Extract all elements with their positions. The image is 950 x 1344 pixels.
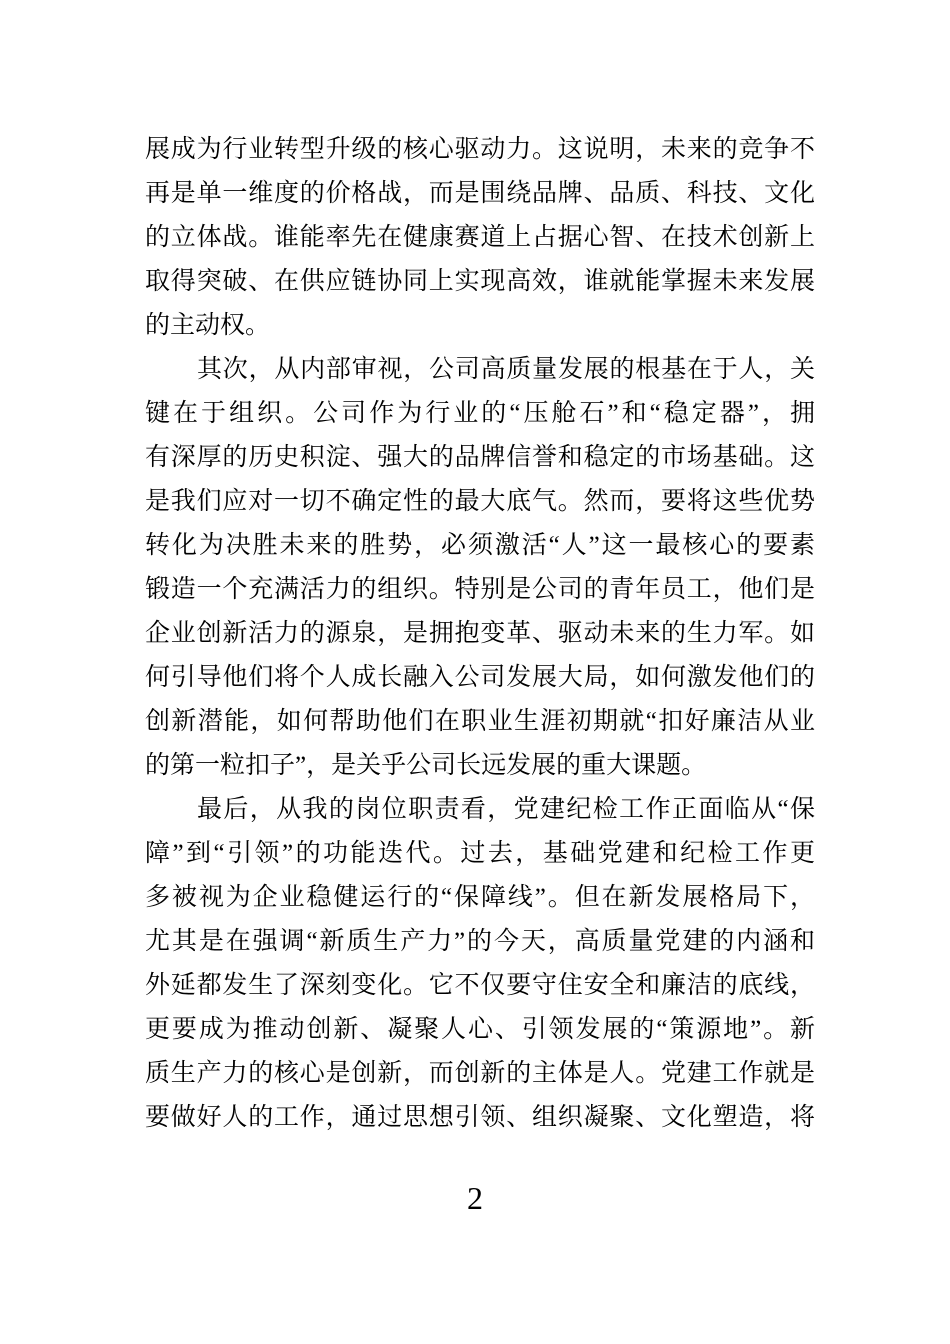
- text-line: 的第一粒扣子”，是关乎公司长远发展的重大课题。: [145, 752, 707, 779]
- text-line: 取得突破、在供应链协同上实现高效，谁就能掌握未来发展: [145, 268, 815, 295]
- text-line: 转化为决胜未来的胜势，必须激活“人”这一最核心的要素: [145, 532, 815, 559]
- page-number: 2: [467, 1180, 483, 1216]
- text-line: 尤其是在强调“新质生产力”的今天，高质量党建的内涵和: [145, 928, 815, 955]
- text-line: 展成为行业转型升级的核心驱动力。这说明，未来的竞争不: [145, 136, 815, 163]
- text-line: 锻造一个充满活力的组织。特别是公司的青年员工，他们是: [145, 576, 815, 603]
- text-line: 是我们应对一切不确定性的最大底气。然而，要将这些优势: [145, 488, 815, 515]
- text-line: 企业创新活力的源泉，是拥抱变革、驱动未来的生力军。如: [145, 620, 815, 647]
- text-line: 其次，从内部审视，公司高质量发展的根基在于人，关: [197, 356, 815, 383]
- text-line: 何引导他们将个人成长融入公司发展大局，如何激发他们的: [145, 664, 815, 691]
- text-line: 最后，从我的岗位职责看，党建纪检工作正面临从“保: [197, 796, 815, 823]
- text-line: 质生产力的核心是创新，而创新的主体是人。党建工作就是: [145, 1060, 815, 1087]
- paragraph: [145, 788, 815, 1140]
- text-line: 键在于组织。公司作为行业的“压舱石”和“稳定器”，拥: [145, 400, 815, 427]
- text-line: 要做好人的工作，通过思想引领、组织凝聚、文化塑造，将: [145, 1104, 815, 1131]
- document-body: [145, 128, 815, 1140]
- paragraph: [145, 128, 815, 348]
- text-line: 障”到“引领”的功能迭代。过去，基础党建和纪检工作更: [145, 840, 815, 867]
- text-line: 有深厚的历史积淀、强大的品牌信誉和稳定的市场基础。这: [145, 444, 815, 471]
- text-line: 的立体战。谁能率先在健康赛道上占据心智、在技术创新上: [145, 224, 815, 251]
- text-line: 再是单一维度的价格战，而是围绕品牌、品质、科技、文化: [145, 180, 815, 207]
- text-line: 创新潜能，如何帮助他们在职业生涯初期就“扣好廉洁从业: [145, 708, 815, 735]
- text-line: 多被视为企业稳健运行的“保障线”。但在新发展格局下，: [145, 884, 815, 911]
- text-line: 的主动权。: [145, 312, 271, 339]
- text-line: 外延都发生了深刻变化。它不仅要守住安全和廉洁的底线，: [145, 972, 815, 999]
- paragraph: [145, 348, 815, 788]
- text-line: 更要成为推动创新、凝聚人心、引领发展的“策源地”。新: [145, 1016, 815, 1043]
